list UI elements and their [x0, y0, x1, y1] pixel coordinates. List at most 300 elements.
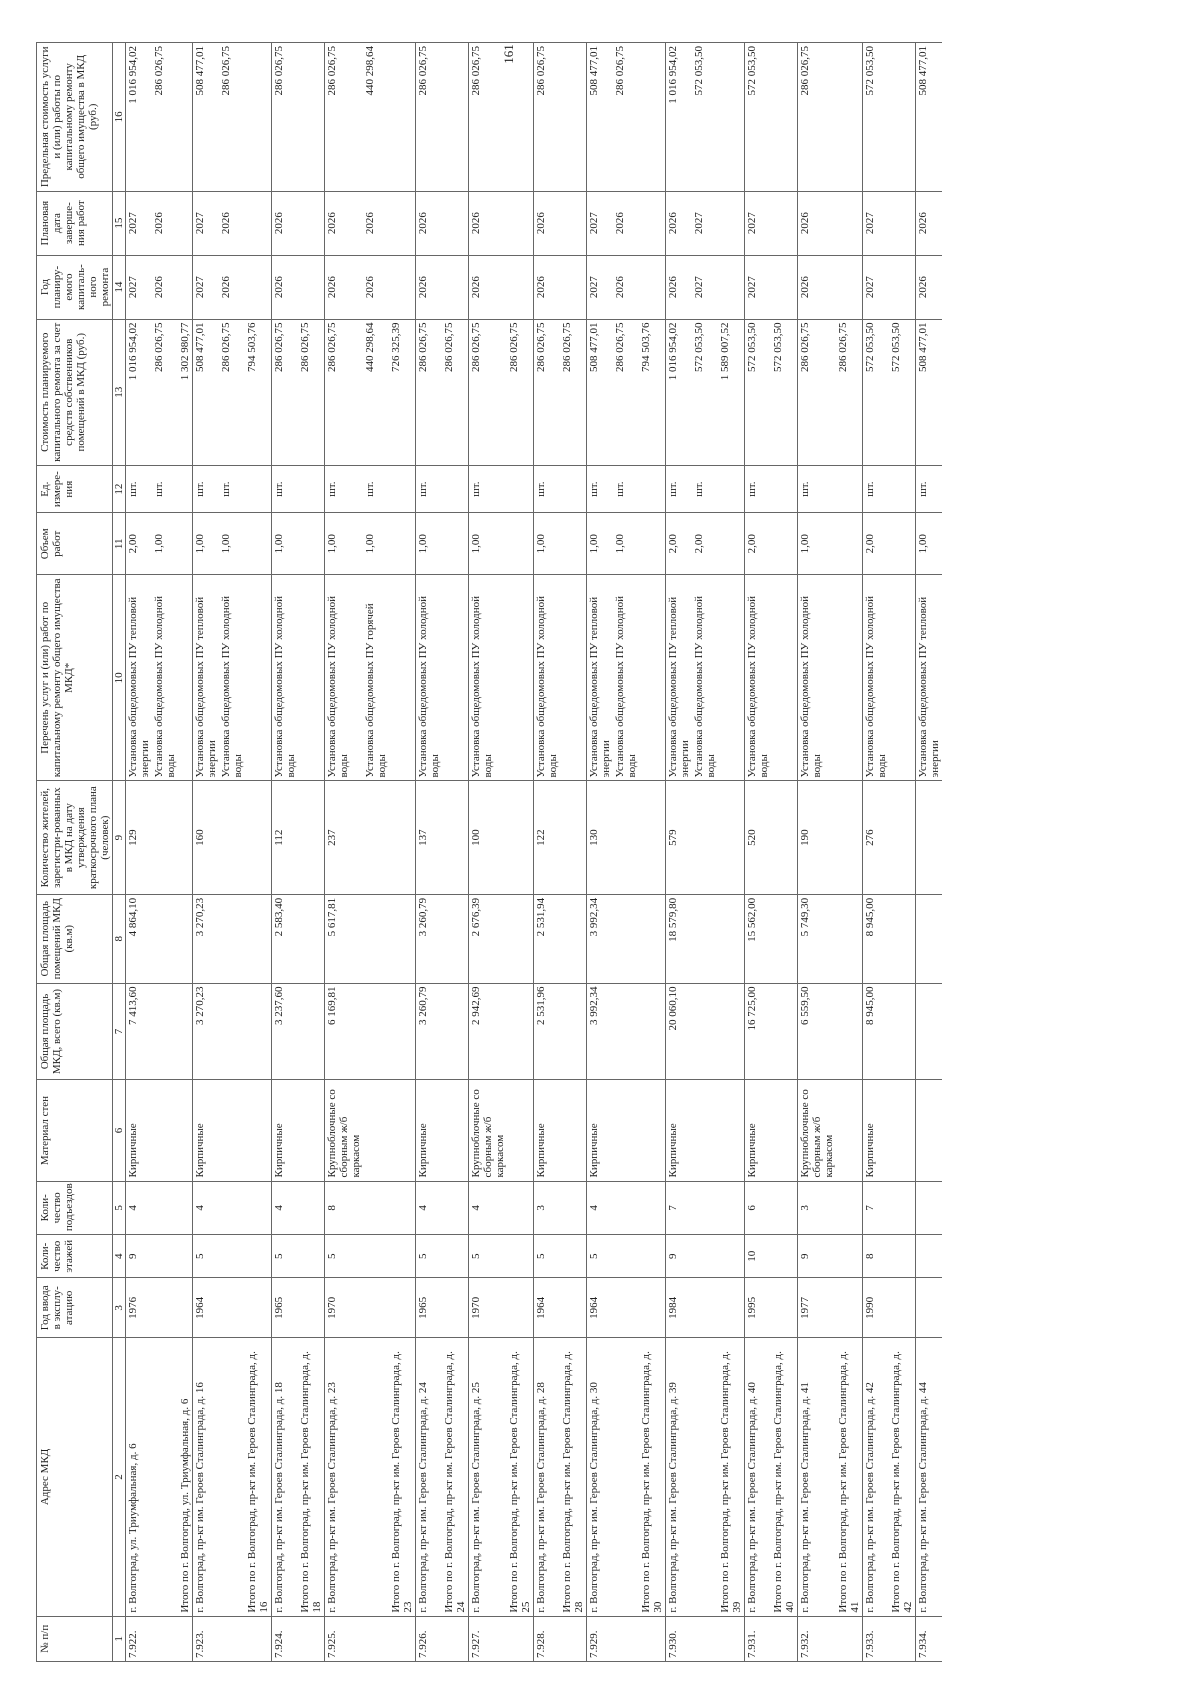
empty-cell: [363, 1616, 389, 1661]
column-number: 16: [113, 43, 126, 192]
empty-cell: [389, 781, 416, 894]
total-area: 2 942,69: [469, 983, 508, 1080]
empty-cell: [298, 894, 325, 983]
total-cost: 1 589 007,52: [718, 319, 745, 465]
address: г. Волгоград, пр-кт им. Героев Сталинграда, д. 39: [666, 1338, 693, 1616]
work-unit: шт.: [916, 465, 943, 512]
floors-count: 9: [798, 1235, 837, 1278]
commission-year: 1964: [534, 1278, 561, 1338]
floors-count: 5: [325, 1235, 364, 1278]
empty-cell: [507, 465, 534, 512]
total-row: [178, 43, 193, 1662]
empty-cell: [613, 983, 639, 1080]
work-volume: 1,00: [219, 513, 245, 575]
limit-cost: 572 053,50: [692, 43, 718, 192]
empty-cell: [245, 1080, 272, 1181]
empty-cell: [692, 1235, 718, 1278]
empty-cell: [639, 1235, 666, 1278]
empty-cell: [639, 781, 666, 894]
address: г. Волгоград, пр-кт им. Героев Сталинграда, д. 25: [469, 1338, 508, 1616]
total-cost: 286 026,75: [298, 319, 325, 465]
total-area: 3 260,79: [416, 983, 443, 1080]
address: г. Волгоград, пр-кт им. Героев Сталинграда, д. 18: [272, 1338, 299, 1616]
empty-cell: [152, 781, 178, 894]
empty-cell: [836, 781, 863, 894]
empty-cell: [442, 1080, 469, 1181]
total-label: Итого по г. Волгоград, пр-кт им. Героев Сталинграда, д. 28: [560, 1338, 587, 1616]
table-row: [863, 43, 890, 1662]
row-number: 7.926.: [416, 1616, 443, 1661]
work-cost: 508 477,01: [587, 319, 614, 465]
empty-cell: [152, 983, 178, 1080]
address: г. Волгоград, пр-кт им. Героев Сталинграда, д. 44: [916, 1338, 943, 1616]
table-row: [798, 43, 837, 1662]
rooms-area: 15 562,00: [745, 894, 772, 983]
empty-cell: [718, 191, 745, 255]
empty-cell: [771, 513, 798, 575]
empty-cell: [507, 1235, 534, 1278]
completion-date: 2026: [666, 191, 693, 255]
total-label: Итого по г. Волгоград, ул. Триумфальная, д. 6: [178, 1338, 193, 1616]
empty-cell: [889, 781, 916, 894]
empty-cell: [771, 1235, 798, 1278]
total-cost: 286 026,75: [507, 319, 534, 465]
empty-cell: [639, 894, 666, 983]
empty-cell: [507, 1278, 534, 1338]
empty-cell: [560, 43, 587, 192]
limit-cost: 286 026,75: [613, 43, 639, 192]
row-number: 7.930.: [666, 1616, 693, 1661]
entrances-count: 8: [325, 1181, 364, 1235]
empty-cell: [389, 1235, 416, 1278]
empty-cell: [836, 1080, 863, 1181]
entrances-count: 3: [798, 1181, 837, 1235]
work-name: Установка общедомовых ПУ тепловой энергии: [666, 575, 693, 781]
column-number: 4: [113, 1235, 126, 1278]
row-number: 7.924.: [272, 1616, 299, 1661]
empty-cell: [363, 1181, 389, 1235]
empty-cell: [152, 1338, 178, 1616]
page-number: 161: [501, 44, 516, 64]
floors-count: 5: [469, 1235, 508, 1278]
table-row: [193, 43, 220, 1662]
empty-cell: [389, 1080, 416, 1181]
table-row: [666, 43, 693, 1662]
commission-year: 1995: [745, 1278, 772, 1338]
wall-material: Кирпичные: [416, 1080, 443, 1181]
work-cost: 572 053,50: [863, 319, 890, 465]
empty-cell: [507, 513, 534, 575]
empty-cell: [771, 43, 798, 192]
empty-cell: [718, 1080, 745, 1181]
work-cost: 286 026,75: [416, 319, 443, 465]
work-cost: 286 026,75: [798, 319, 837, 465]
empty-cell: [219, 1338, 245, 1616]
empty-cell: [836, 1235, 863, 1278]
empty-cell: [219, 894, 245, 983]
empty-cell: [245, 575, 272, 781]
empty-cell: [152, 1616, 178, 1661]
empty-cell: [889, 1616, 916, 1661]
empty-cell: [152, 894, 178, 983]
empty-cell: [771, 781, 798, 894]
completion-date: 2026: [613, 191, 639, 255]
total-cost: 286 026,75: [442, 319, 469, 465]
column-number: 5: [113, 1181, 126, 1235]
table-row: [613, 43, 639, 1662]
empty-cell: [718, 894, 745, 983]
empty-cell: [560, 513, 587, 575]
empty-cell: [298, 1616, 325, 1661]
address: г. Волгоград, пр-кт им. Героев Сталинграда, д. 40: [745, 1338, 772, 1616]
entrances-count: 3: [534, 1181, 561, 1235]
empty-cell: [889, 1235, 916, 1278]
rooms-area: 18 579,80: [666, 894, 693, 983]
empty-cell: [442, 1235, 469, 1278]
limit-cost: 286 026,75: [534, 43, 561, 192]
empty-cell: [507, 894, 534, 983]
rooms-area: [916, 894, 943, 983]
empty-cell: [836, 43, 863, 192]
empty-cell: [836, 894, 863, 983]
empty-cell: [442, 1278, 469, 1338]
wall-material: Кирпичные: [534, 1080, 561, 1181]
header-cell: Предельная стоимость услуги и (или) работы по капитальному ремонту общего имущества в МКД (руб.): [37, 43, 113, 192]
empty-cell: [771, 1616, 798, 1661]
work-name: Установка общедомовых ПУ тепловой энергии: [126, 575, 153, 781]
empty-cell: [889, 1080, 916, 1181]
row-number: 7.934.: [916, 1616, 943, 1661]
header-cell: Стоимость планируемого капитального ремонта за счет средств собственников помещений в МКД (руб.): [37, 319, 113, 465]
wall-material: Кирпичные: [126, 1080, 153, 1181]
table-row: [416, 43, 443, 1662]
address: г. Волгоград, пр-кт им. Героев Сталинграда, д. 30: [587, 1338, 614, 1616]
empty-cell: [298, 983, 325, 1080]
total-area: 2 531,96: [534, 983, 561, 1080]
total-label: Итого по г. Волгоград, пр-кт им. Героев Сталинграда, д. 30: [639, 1338, 666, 1616]
empty-cell: [442, 465, 469, 512]
empty-cell: [718, 513, 745, 575]
entrances-count: 7: [863, 1181, 890, 1235]
wall-material: Кирпичные: [863, 1080, 890, 1181]
work-name: Установка общедомовых ПУ холодной воды: [152, 575, 178, 781]
table-row: [745, 43, 772, 1662]
completion-date: 2026: [416, 191, 443, 255]
rooms-area: 3 270,23: [193, 894, 220, 983]
floors-count: 5: [193, 1235, 220, 1278]
header-cell: Материал стен: [37, 1080, 113, 1181]
empty-cell: [507, 781, 534, 894]
empty-cell: [389, 465, 416, 512]
empty-cell: [613, 1616, 639, 1661]
empty-cell: [889, 983, 916, 1080]
empty-cell: [363, 1080, 389, 1181]
work-name: Установка общедомовых ПУ холодной воды: [863, 575, 890, 781]
empty-cell: [692, 1181, 718, 1235]
empty-cell: [613, 894, 639, 983]
work-name: Установка общедомовых ПУ холодной воды: [534, 575, 561, 781]
repair-year: 2027: [745, 255, 772, 319]
empty-cell: [692, 983, 718, 1080]
empty-cell: [718, 1235, 745, 1278]
work-volume: 1,00: [534, 513, 561, 575]
wall-material: Кирпичные: [666, 1080, 693, 1181]
commission-year: 1965: [272, 1278, 299, 1338]
commission-year: 1976: [126, 1278, 153, 1338]
total-label: Итого по г. Волгоград, пр-кт им. Героев Сталинграда, д. 16: [245, 1338, 272, 1616]
residents-count: 520: [745, 781, 772, 894]
floors-count: 9: [666, 1235, 693, 1278]
work-unit: шт.: [469, 465, 508, 512]
empty-cell: [442, 513, 469, 575]
total-row: [507, 43, 534, 1662]
empty-cell: [718, 1181, 745, 1235]
empty-cell: [560, 255, 587, 319]
total-label: Итого по г. Волгоград, пр-кт им. Героев Сталинграда, д. 42: [889, 1338, 916, 1616]
limit-cost: 286 026,75: [798, 43, 837, 192]
work-volume: 1,00: [416, 513, 443, 575]
row-number: 7.931.: [745, 1616, 772, 1661]
total-area: 7 413,60: [126, 983, 153, 1080]
work-unit: шт.: [272, 465, 299, 512]
total-cost: 794 503,76: [639, 319, 666, 465]
total-label: Итого по г. Волгоград, пр-кт им. Героев Сталинграда, д. 18: [298, 1338, 325, 1616]
empty-cell: [771, 894, 798, 983]
empty-cell: [836, 1181, 863, 1235]
header-cell: Год планиру-емого капиталь-ного ремонта: [37, 255, 113, 319]
empty-cell: [718, 983, 745, 1080]
empty-cell: [245, 465, 272, 512]
row-number: 7.928.: [534, 1616, 561, 1661]
entrances-count: 7: [666, 1181, 693, 1235]
limit-cost: 1 016 954,02: [126, 43, 153, 192]
total-row: [718, 43, 745, 1662]
empty-cell: [298, 575, 325, 781]
empty-cell: [363, 894, 389, 983]
entrances-count: 4: [587, 1181, 614, 1235]
empty-cell: [245, 1616, 272, 1661]
empty-cell: [442, 1616, 469, 1661]
row-number: 7.925.: [325, 1616, 364, 1661]
limit-cost: 286 026,75: [325, 43, 364, 192]
table-row: [363, 43, 389, 1662]
completion-date: 2026: [798, 191, 837, 255]
header-cell: Объем работ: [37, 513, 113, 575]
total-label: Итого по г. Волгоград, пр-кт им. Героев Сталинграда, д. 24: [442, 1338, 469, 1616]
total-area: 20 060,10: [666, 983, 693, 1080]
empty-cell: [507, 191, 534, 255]
wall-material: Крупноблочные со сборным ж/б каркасом: [325, 1080, 364, 1181]
commission-year: 1970: [325, 1278, 364, 1338]
empty-cell: [298, 513, 325, 575]
empty-cell: [442, 255, 469, 319]
header-cell: Перечень услуг и (или) работ по капитальному ремонту общего имущества МКД*: [37, 575, 113, 781]
total-cost: 572 053,50: [889, 319, 916, 465]
empty-cell: [389, 513, 416, 575]
rooms-area: 5 749,30: [798, 894, 837, 983]
column-number: 3: [113, 1278, 126, 1338]
work-cost: 572 053,50: [745, 319, 772, 465]
residents-count: 129: [126, 781, 153, 894]
limit-cost: 286 026,75: [469, 43, 508, 192]
table-row: [692, 43, 718, 1662]
column-number: 15: [113, 191, 126, 255]
empty-cell: [245, 191, 272, 255]
empty-cell: [245, 255, 272, 319]
total-area: 3 237,60: [272, 983, 299, 1080]
row-number: 7.927.: [469, 1616, 508, 1661]
work-name: Установка общедомовых ПУ тепловой энергии: [587, 575, 614, 781]
work-unit: шт.: [863, 465, 890, 512]
empty-cell: [389, 1181, 416, 1235]
work-name: Установка общедомовых ПУ тепловой энергии: [193, 575, 220, 781]
wall-material: Крупноблочные со сборным ж/б каркасом: [469, 1080, 508, 1181]
limit-cost: 572 053,50: [745, 43, 772, 192]
total-row: [245, 43, 272, 1662]
empty-cell: [442, 781, 469, 894]
empty-cell: [389, 1616, 416, 1661]
empty-cell: [639, 1181, 666, 1235]
total-cost: 572 053,50: [771, 319, 798, 465]
work-name: Установка общедомовых ПУ холодной воды: [416, 575, 443, 781]
total-row: [389, 43, 416, 1662]
work-cost: 508 477,01: [916, 319, 943, 465]
header-cell: Коли-чество этажей: [37, 1235, 113, 1278]
empty-cell: [178, 1278, 193, 1338]
empty-cell: [507, 255, 534, 319]
work-unit: шт.: [219, 465, 245, 512]
repair-year: 2026: [916, 255, 943, 319]
work-volume: 1,00: [152, 513, 178, 575]
empty-cell: [363, 1338, 389, 1616]
total-label: Итого по г. Волгоград, пр-кт им. Героев Сталинграда, д. 40: [771, 1338, 798, 1616]
completion-date: 2027: [745, 191, 772, 255]
address: г. Волгоград, пр-кт им. Героев Сталинграда, д. 42: [863, 1338, 890, 1616]
empty-cell: [298, 255, 325, 319]
empty-cell: [389, 894, 416, 983]
empty-cell: [152, 1080, 178, 1181]
empty-cell: [245, 781, 272, 894]
total-area: [916, 983, 943, 1080]
residents-count: 100: [469, 781, 508, 894]
empty-cell: [363, 1278, 389, 1338]
limit-cost: 286 026,75: [219, 43, 245, 192]
empty-cell: [889, 1181, 916, 1235]
residents-count: 237: [325, 781, 364, 894]
repair-year: 2026: [152, 255, 178, 319]
empty-cell: [178, 894, 193, 983]
work-name: Установка общедомовых ПУ холодной воды: [745, 575, 772, 781]
total-cost: 286 026,75: [560, 319, 587, 465]
header-cell: Общая площадь помещений МКД (кв.м): [37, 894, 113, 983]
work-unit: шт.: [587, 465, 614, 512]
floors-count: 5: [416, 1235, 443, 1278]
total-row: [560, 43, 587, 1662]
address: г. Волгоград, пр-кт им. Героев Сталинграда, д. 28: [534, 1338, 561, 1616]
column-number: 11: [113, 513, 126, 575]
entrances-count: 4: [469, 1181, 508, 1235]
empty-cell: [639, 255, 666, 319]
total-cost: 794 503,76: [245, 319, 272, 465]
empty-cell: [389, 255, 416, 319]
residents-count: 579: [666, 781, 693, 894]
rooms-area: 5 617,81: [325, 894, 364, 983]
total-cost: 1 302 980,77: [178, 319, 193, 465]
column-number: 2: [113, 1338, 126, 1616]
empty-cell: [560, 1181, 587, 1235]
rooms-area: 8 945,00: [863, 894, 890, 983]
work-name: Установка общедомовых ПУ холодной воды: [219, 575, 245, 781]
empty-cell: [771, 1181, 798, 1235]
table-row: [916, 43, 943, 1662]
entrances-count: 4: [126, 1181, 153, 1235]
empty-cell: [442, 575, 469, 781]
empty-cell: [613, 781, 639, 894]
work-name: Установка общедомовых ПУ холодной воды: [272, 575, 299, 781]
work-cost: 286 026,75: [152, 319, 178, 465]
empty-cell: [442, 983, 469, 1080]
header-cell: Год ввода в эксплу-атацию: [37, 1278, 113, 1338]
empty-cell: [363, 983, 389, 1080]
total-cost: 286 026,75: [836, 319, 863, 465]
empty-cell: [219, 1278, 245, 1338]
empty-cell: [560, 1616, 587, 1661]
commission-year: [916, 1278, 943, 1338]
work-name: Установка общедомовых ПУ холодной воды: [325, 575, 364, 781]
completion-date: 2027: [692, 191, 718, 255]
commission-year: 1970: [469, 1278, 508, 1338]
column-number: 1: [113, 1616, 126, 1661]
empty-cell: [389, 575, 416, 781]
empty-cell: [298, 1181, 325, 1235]
work-cost: 1 016 954,02: [126, 319, 153, 465]
work-unit: шт.: [745, 465, 772, 512]
column-number: 6: [113, 1080, 126, 1181]
repair-year: 2027: [587, 255, 614, 319]
completion-date: 2027: [863, 191, 890, 255]
column-number: 10: [113, 575, 126, 781]
wall-material: Кирпичные: [587, 1080, 614, 1181]
empty-cell: [718, 255, 745, 319]
empty-cell: [219, 1181, 245, 1235]
empty-cell: [639, 513, 666, 575]
repair-year: 2026: [416, 255, 443, 319]
empty-cell: [718, 781, 745, 894]
empty-cell: [442, 43, 469, 192]
repair-year: 2026: [613, 255, 639, 319]
header-cell: Общая площадь МКД, всего (кв.м): [37, 983, 113, 1080]
header-cell: Количество жителей, зарегистри-рованных в МКД на дату утверждения краткосрочного плана (человек): [37, 781, 113, 894]
table-row: [587, 43, 614, 1662]
total-area: 6 169,81: [325, 983, 364, 1080]
header-cell: Коли-чество подъездов: [37, 1181, 113, 1235]
empty-cell: [389, 43, 416, 192]
empty-cell: [613, 1235, 639, 1278]
total-row: [442, 43, 469, 1662]
work-cost: 440 298,64: [363, 319, 389, 465]
entrances-count: [916, 1181, 943, 1235]
empty-cell: [718, 43, 745, 192]
header-cell: Адрес МКД: [37, 1338, 113, 1616]
completion-date: 2026: [534, 191, 561, 255]
empty-cell: [692, 894, 718, 983]
entrances-count: 4: [272, 1181, 299, 1235]
empty-cell: [639, 983, 666, 1080]
limit-cost: 286 026,75: [152, 43, 178, 192]
empty-cell: [639, 575, 666, 781]
commission-year: 1990: [863, 1278, 890, 1338]
work-volume: 1,00: [363, 513, 389, 575]
